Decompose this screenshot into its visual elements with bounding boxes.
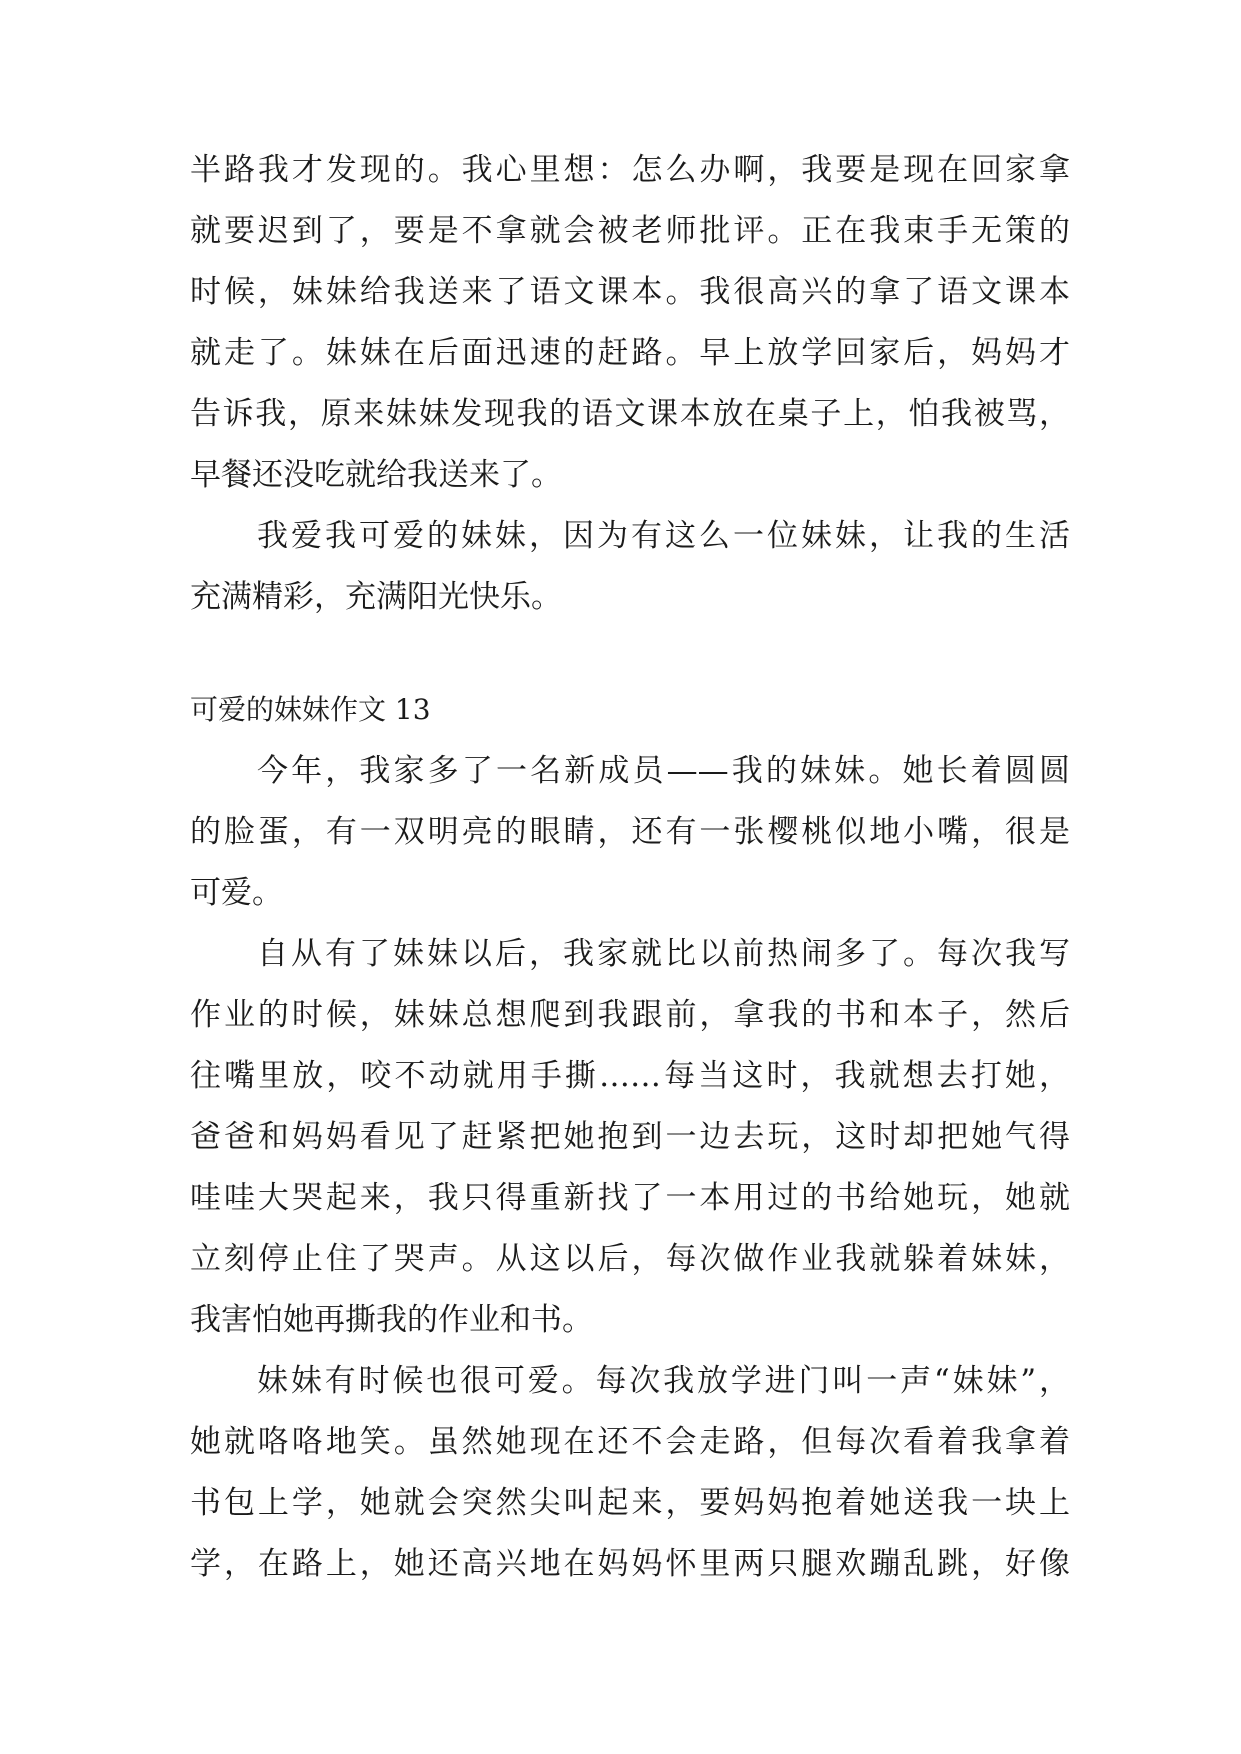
paragraph-5-line-1: 妹妹有时候也很可爱。每次我放学进门叫一声“妹妹”， [257,1363,1070,1399]
paragraph-4-line-7: 我害怕她再撕我的作业和书。 [190,1302,593,1338]
paragraph-1-line-4: 就走了。妹妹在后面迅速的赶路。早上放学回家后，妈妈才 [190,335,1070,371]
section-title: 可爱的妹妹作文 13 [190,693,431,726]
paragraph-4-line-1: 自从有了妹妹以后，我家就比以前热闹多了。每次我写 [257,936,1070,972]
paragraph-2-line-1: 我爱我可爱的妹妹，因为有这么一位妹妹，让我的生活 [257,518,1070,554]
paragraph-4-line-6: 立刻停止住了哭声。从这以后，每次做作业我就躲着妹妹， [190,1241,1070,1277]
paragraph-5-line-4: 学，在路上，她还高兴地在妈妈怀里两只腿欢蹦乱跳，好像 [190,1546,1070,1582]
paragraph-3-line-3: 可爱。 [190,875,283,911]
paragraph-1-line-6: 早餐还没吃就给我送来了。 [190,457,562,493]
paragraph-1-line-1: 半路我才发现的。我心里想：怎么办啊，我要是现在回家拿 [190,152,1070,188]
paragraph-5-line-2: 她就咯咯地笑。虽然她现在还不会走路，但每次看着我拿着 [190,1424,1070,1460]
paragraph-3-line-1: 今年，我家多了一名新成员——我的妹妹。她长着圆圆 [257,753,1070,789]
paragraph-4-line-5: 哇哇大哭起来，我只得重新找了一本用过的书给她玩，她就 [190,1180,1070,1216]
paragraph-3-line-2: 的脸蛋，有一双明亮的眼睛，还有一张樱桃似地小嘴，很是 [190,814,1070,850]
paragraph-2-line-2: 充满精彩，充满阳光快乐。 [190,579,562,615]
paragraph-1-line-3: 时候，妹妹给我送来了语文课本。我很高兴的拿了语文课本 [190,274,1070,310]
paragraph-1-line-5: 告诉我，原来妹妹发现我的语文课本放在桌子上，怕我被骂， [190,396,1070,432]
paragraph-4-line-3: 往嘴里放，咬不动就用手撕……每当这时，我就想去打她， [190,1058,1070,1094]
paragraph-5-line-3: 书包上学，她就会突然尖叫起来，要妈妈抱着她送我一块上 [190,1485,1070,1521]
paragraph-1-line-2: 就要迟到了，要是不拿就会被老师批评。正在我束手无策的 [190,213,1070,249]
paragraph-4-line-2: 作业的时候，妹妹总想爬到我跟前，拿我的书和本子，然后 [190,997,1070,1033]
paragraph-4-line-4: 爸爸和妈妈看见了赶紧把她抱到一边去玩，这时却把她气得 [190,1119,1070,1155]
